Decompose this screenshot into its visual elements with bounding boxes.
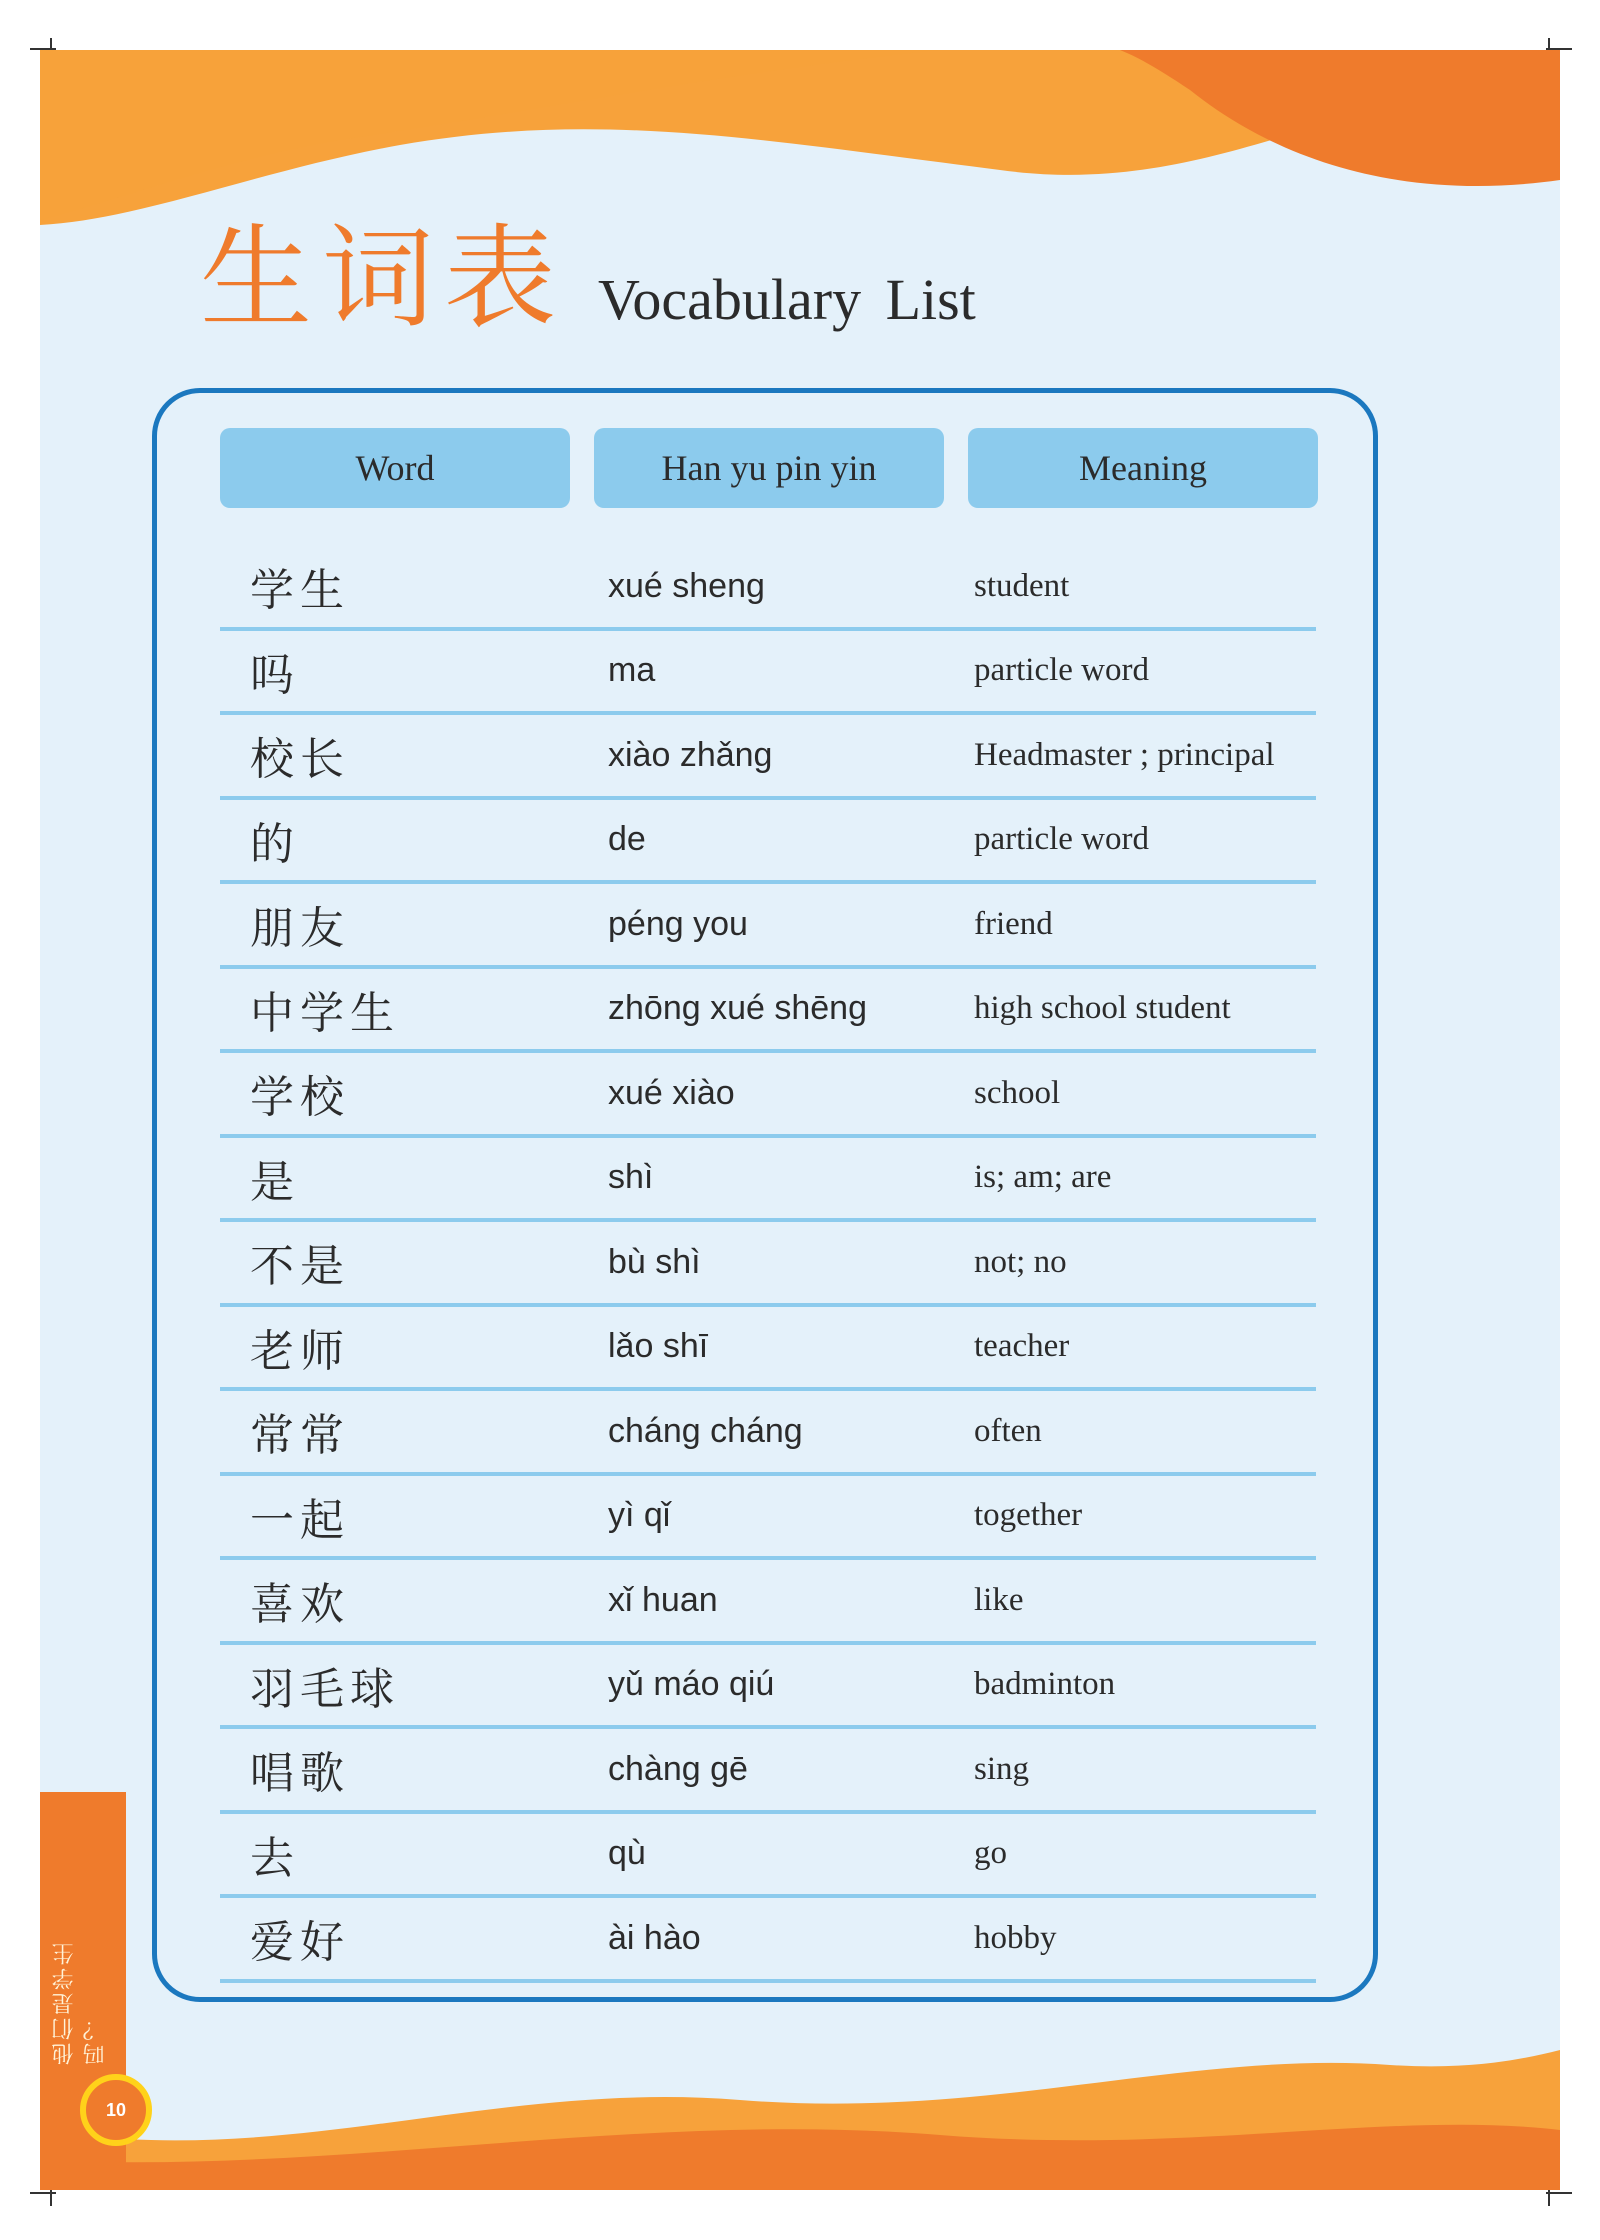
table-row <box>220 546 1316 631</box>
table-row <box>220 1814 1316 1899</box>
meaning-cell: high school student <box>974 990 1231 1026</box>
table-row <box>220 1729 1316 1814</box>
word-cell: 唱歌 <box>250 1748 350 1799</box>
table-row <box>220 631 1316 716</box>
meaning-cell: like <box>974 1581 1024 1618</box>
meaning-cell: school <box>974 1074 1061 1111</box>
word-cell: 不是 <box>250 1241 350 1292</box>
word-cell: 中学生 <box>250 987 400 1039</box>
table-row <box>220 1898 1316 1983</box>
pinyin-cell: shì <box>608 1158 654 1196</box>
meaning-cell: hobby <box>974 1919 1057 1956</box>
pinyin-cell: xué sheng <box>608 566 765 605</box>
word-cell: 是 <box>250 1156 300 1208</box>
column-header-word: Word <box>220 428 570 508</box>
meaning-cell: student <box>974 567 1070 604</box>
meaning-cell: together <box>974 1497 1083 1533</box>
word-cell: 常常 <box>250 1410 350 1461</box>
word-cell: 喜欢 <box>250 1579 350 1630</box>
meaning-cell: sing <box>974 1750 1030 1787</box>
pinyin-cell: chàng gē <box>608 1749 748 1788</box>
pinyin-cell: xué xiào <box>608 1073 735 1112</box>
pinyin-cell: bù shì <box>608 1242 701 1281</box>
table-row <box>220 1560 1316 1645</box>
word-cell: 朋友 <box>250 903 350 954</box>
pinyin-cell: ài hào <box>608 1918 701 1957</box>
pinyin-cell: xǐ huan <box>608 1580 718 1619</box>
pinyin-cell: zhōng xué shēng <box>608 989 867 1027</box>
vocabulary-rows <box>220 546 1316 1983</box>
word-cell: 的 <box>250 818 300 870</box>
word-cell: 爱好 <box>250 1917 350 1968</box>
pinyin-cell: lǎo shī <box>608 1327 709 1365</box>
column-header-pinyin: Han yu pin yin <box>594 428 944 508</box>
title-chinese: 生词表 <box>200 214 566 344</box>
pinyin-cell: cháng cháng <box>608 1411 803 1450</box>
word-cell: 吗 <box>250 649 300 701</box>
table-row <box>220 884 1316 969</box>
crop-mark <box>30 2192 56 2194</box>
pinyin-cell: xiào zhǎng <box>608 735 773 774</box>
meaning-cell: teacher <box>974 1328 1070 1364</box>
table-row <box>220 800 1316 885</box>
word-cell: 校长 <box>250 734 350 785</box>
table-row <box>220 1222 1316 1307</box>
pinyin-cell: de <box>608 820 646 858</box>
meaning-cell: particle word <box>974 652 1150 688</box>
column-header-meaning: Meaning <box>968 428 1318 508</box>
title-english: Vocabulary List <box>598 267 976 332</box>
table-row <box>220 969 1316 1054</box>
page-number: 10 <box>80 2074 152 2146</box>
meaning-cell: particle word <box>974 821 1150 857</box>
pinyin-cell: ma <box>608 651 656 689</box>
meaning-cell: often <box>974 1412 1042 1449</box>
word-cell: 老师 <box>250 1325 350 1377</box>
word-cell: 学生 <box>250 565 350 616</box>
pinyin-cell: yì qǐ <box>608 1496 671 1534</box>
word-cell: 羽毛球 <box>250 1663 400 1715</box>
pinyin-cell: yǔ máo qiú <box>608 1665 775 1703</box>
meaning-cell: go <box>974 1835 1007 1871</box>
table-row <box>220 1138 1316 1223</box>
meaning-cell: is; am; are <box>974 1159 1112 1195</box>
table-row <box>220 1645 1316 1730</box>
word-cell: 去 <box>250 1832 300 1884</box>
table-row <box>220 1053 1316 1138</box>
meaning-cell: friend <box>974 905 1053 942</box>
word-cell: 一起 <box>250 1494 350 1546</box>
meaning-cell: badminton <box>974 1666 1116 1702</box>
table-row <box>220 1391 1316 1476</box>
pinyin-cell: péng you <box>608 904 748 943</box>
word-cell: 学校 <box>250 1072 350 1123</box>
table-row <box>220 1476 1316 1561</box>
pinyin-cell: qù <box>608 1834 646 1872</box>
lesson-title: 他们是学生吗？ <box>52 1940 108 2065</box>
meaning-cell: not; no <box>974 1243 1067 1280</box>
page-title <box>200 205 976 344</box>
meaning-cell: Headmaster ; principal <box>974 736 1275 773</box>
table-row <box>220 1307 1316 1392</box>
table-row <box>220 715 1316 800</box>
